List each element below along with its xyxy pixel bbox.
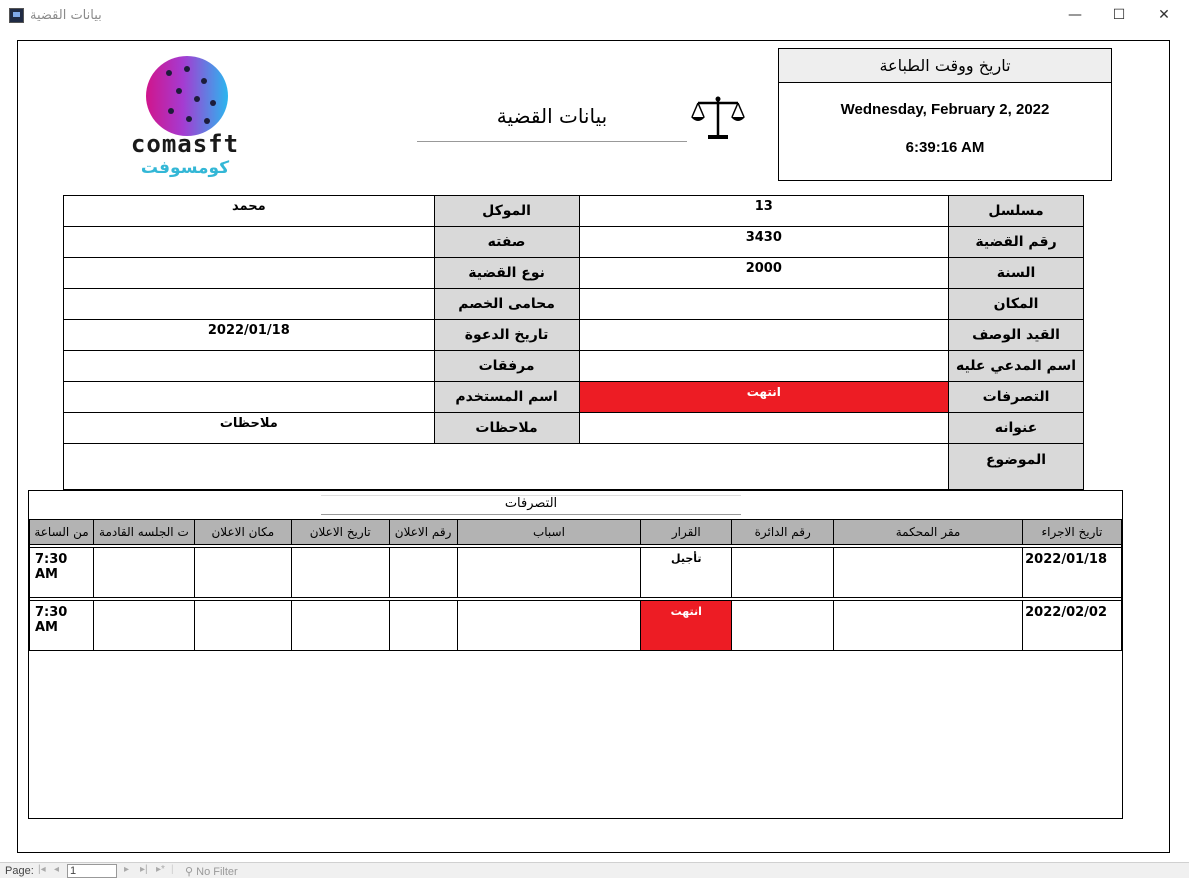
decision-cell: تأجيل bbox=[641, 548, 732, 598]
navigation-bar bbox=[0, 862, 1189, 878]
reasons-cell bbox=[457, 601, 641, 651]
info-row bbox=[64, 289, 1084, 320]
circuit-number-cell bbox=[732, 548, 834, 598]
place-label: المكان bbox=[949, 289, 1084, 320]
address-value bbox=[579, 413, 949, 444]
info-row bbox=[64, 351, 1084, 382]
notice-place-cell bbox=[194, 601, 291, 651]
serial-value: 13 bbox=[579, 196, 949, 227]
circuit-number-cell bbox=[732, 601, 834, 651]
report-title: بيانات القضية bbox=[417, 104, 687, 142]
serial-label: مسلسل bbox=[949, 196, 1084, 227]
capacity-label: صفته bbox=[434, 227, 579, 258]
capacity-value bbox=[64, 227, 435, 258]
next-session-cell bbox=[93, 548, 194, 598]
col-header-circuit-number: رقم الدائرة bbox=[732, 520, 834, 545]
defendant-label: اسم المدعي عليه bbox=[949, 351, 1084, 382]
print-time: 6:39:16 AM bbox=[905, 139, 985, 156]
app-icon bbox=[9, 8, 24, 23]
title-bar bbox=[0, 0, 1189, 32]
address-label: عنوانه bbox=[949, 413, 1084, 444]
notice-number-cell bbox=[389, 548, 457, 598]
actions-label: التصرفات bbox=[949, 382, 1084, 413]
logo-text-arabic: كومسوفت bbox=[140, 158, 230, 178]
username-label: اسم المستخدم bbox=[434, 382, 579, 413]
col-header-reasons: اسباب bbox=[457, 520, 641, 545]
no-filter-button[interactable] bbox=[185, 865, 238, 878]
logo-text: comasft bbox=[130, 130, 240, 158]
filter-label: No Filter bbox=[196, 866, 238, 878]
col-header-procedure-date: تاريخ الاجراء bbox=[1022, 520, 1121, 545]
procedure-date-cell: 2022/01/18 bbox=[1022, 548, 1121, 598]
attachments-value bbox=[64, 351, 435, 382]
col-header-next-session: ت الجلسه القادمة bbox=[93, 520, 194, 545]
table-row bbox=[30, 601, 1122, 651]
client-value: محمد bbox=[64, 196, 435, 227]
close-button[interactable]: ✕ bbox=[1158, 7, 1170, 23]
first-page-icon[interactable]: |◂ bbox=[38, 864, 46, 875]
subject-label: الموضوع bbox=[949, 444, 1084, 490]
case-type-label: نوع القضية bbox=[434, 258, 579, 289]
col-header-notice-number: رقم الاعلان bbox=[389, 520, 457, 545]
notice-place-cell bbox=[194, 548, 291, 598]
col-header-decision: القرار bbox=[641, 520, 732, 545]
print-date: Wednesday, February 2, 2022 bbox=[840, 101, 1050, 118]
info-row bbox=[64, 444, 1084, 490]
info-row bbox=[64, 227, 1084, 258]
info-row bbox=[64, 413, 1084, 444]
court-seat-cell bbox=[834, 601, 1023, 651]
client-label: الموكل bbox=[434, 196, 579, 227]
maximize-button[interactable]: ☐ bbox=[1112, 7, 1126, 23]
info-row bbox=[64, 320, 1084, 351]
logo-globe bbox=[146, 56, 228, 136]
notes-value: ملاحظات bbox=[64, 413, 435, 444]
attachments-label: مرفقات bbox=[434, 351, 579, 382]
place-value bbox=[579, 289, 949, 320]
actions-title: التصرفات bbox=[321, 495, 741, 515]
info-row bbox=[64, 196, 1084, 227]
lawsuit-date-value: 2022/01/18 bbox=[64, 320, 435, 351]
lawsuit-date-label: تاريخ الدعوة bbox=[434, 320, 579, 351]
page-number-input[interactable]: 1 bbox=[67, 864, 117, 878]
window-title: بيانات القضية bbox=[30, 8, 102, 23]
col-header-court-seat: مقر المحكمة bbox=[834, 520, 1023, 545]
case-info-table bbox=[63, 195, 1084, 490]
reasons-cell bbox=[457, 548, 641, 598]
notice-number-cell bbox=[389, 601, 457, 651]
actions-table bbox=[29, 519, 1122, 651]
court-seat-cell bbox=[834, 548, 1023, 598]
minimize-button[interactable]: — bbox=[1068, 7, 1082, 23]
case-type-value bbox=[64, 258, 435, 289]
from-time-cell: 7:30 AM bbox=[30, 548, 94, 598]
print-datetime-box bbox=[778, 48, 1112, 181]
info-row bbox=[64, 382, 1084, 413]
previous-page-icon[interactable]: ◂ bbox=[54, 864, 60, 875]
info-row bbox=[64, 258, 1084, 289]
next-page-icon[interactable]: ▸ bbox=[124, 864, 130, 875]
actions-status-value: انتهت bbox=[579, 382, 949, 413]
actions-header-row bbox=[30, 520, 1122, 545]
from-time-cell: 7:30 AM bbox=[30, 601, 94, 651]
defendant-value bbox=[579, 351, 949, 382]
col-header-from-time: من الساعة bbox=[30, 520, 94, 545]
separator-icon: | bbox=[171, 864, 174, 875]
next-session-cell bbox=[93, 601, 194, 651]
procedure-date-cell: 2022/02/02 bbox=[1022, 601, 1121, 651]
table-row bbox=[30, 548, 1122, 598]
registration-label: القيد الوصف bbox=[949, 320, 1084, 351]
registration-value bbox=[579, 320, 949, 351]
year-label: السنة bbox=[949, 258, 1084, 289]
subject-value bbox=[64, 444, 949, 490]
case-number-label: رقم القضية bbox=[949, 227, 1084, 258]
notice-date-cell bbox=[291, 548, 389, 598]
decision-cell: انتهت bbox=[641, 601, 732, 651]
filter-icon: ⚲ bbox=[185, 866, 197, 878]
scales-icon bbox=[690, 95, 746, 141]
notice-date-cell bbox=[291, 601, 389, 651]
opponent-lawyer-label: محامى الخصم bbox=[434, 289, 579, 320]
last-page-icon[interactable]: ▸| bbox=[140, 864, 148, 875]
notes-label: ملاحظات bbox=[434, 413, 579, 444]
username-value bbox=[64, 382, 435, 413]
col-header-notice-place: مكان الاعلان bbox=[194, 520, 291, 545]
case-number-value: 3430 bbox=[579, 227, 949, 258]
year-value: 2000 bbox=[579, 258, 949, 289]
page-label: Page: bbox=[5, 865, 34, 877]
new-record-icon[interactable]: ▸* bbox=[156, 864, 165, 875]
opponent-lawyer-value bbox=[64, 289, 435, 320]
col-header-notice-date: تاريخ الاعلان bbox=[291, 520, 389, 545]
actions-section bbox=[28, 490, 1123, 819]
print-datetime-header: تاريخ ووقت الطباعة bbox=[779, 49, 1111, 83]
company-logo bbox=[118, 54, 248, 184]
